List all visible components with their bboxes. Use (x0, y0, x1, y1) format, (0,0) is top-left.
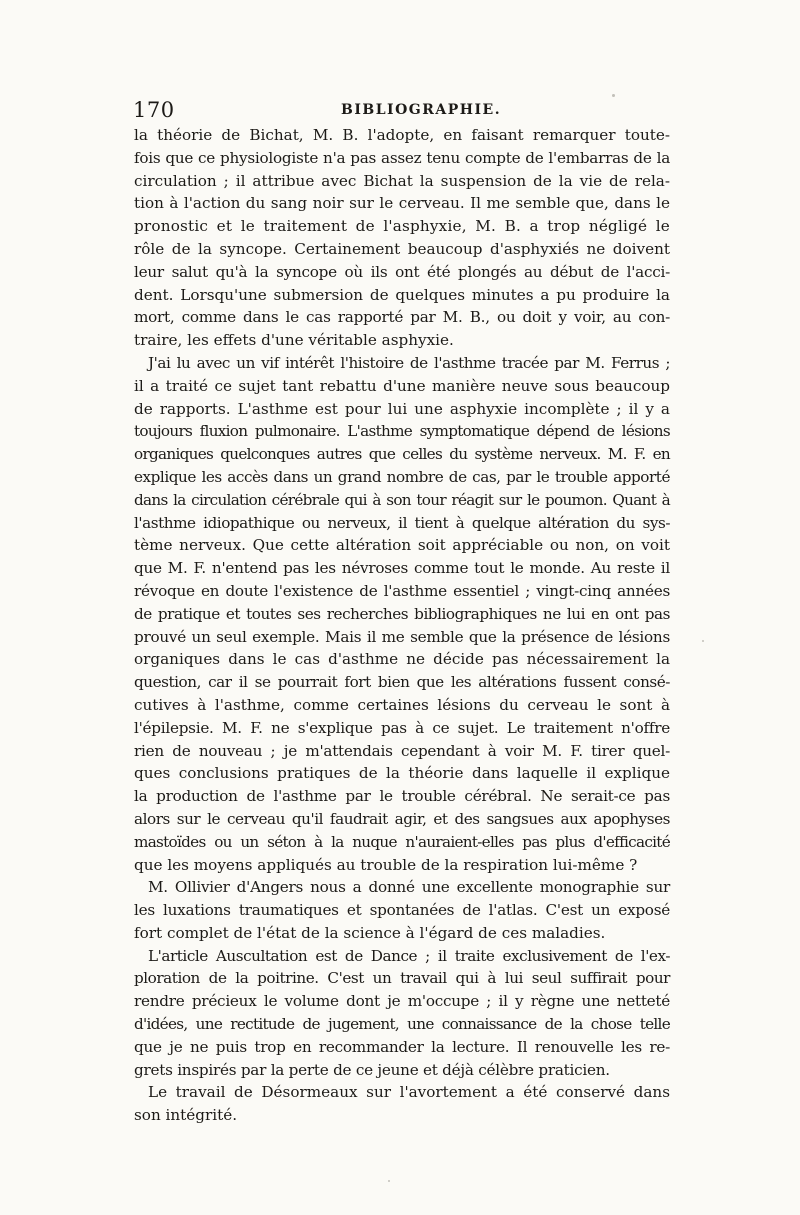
text-line: que M. F. n'entend pas les névroses comme tout le monde. Au reste il (134, 559, 670, 578)
text-line: explique les accès dans un grand nombre de cas, par le trouble apporté (134, 467, 670, 486)
paper-speck (612, 94, 615, 97)
text-line: les luxations traumatiques et spontanées de l'atlas. C'est un exposé (134, 901, 670, 920)
text-line: pronostic et le traitement de l'asphyxie, M. B. a trop négligé le (134, 217, 670, 236)
page-header (133, 98, 669, 122)
text-line: la production de l'asthme par le trouble cérébral. Ne serait-ce pas (134, 787, 670, 806)
text-line: que je ne puis trop en recommander la lecture. Il renouvelle les re- (134, 1037, 670, 1056)
text-line: fois que ce physiologiste n'a pas assez tenu compte de l'embarras de la (134, 148, 670, 167)
text-line: dent. Lorsqu'une submersion de quelques minutes a pu produire la (134, 285, 670, 304)
text-line: que les moyens appliqués au trouble de la respiration lui-même ? (134, 855, 638, 874)
paper-speck (388, 1180, 390, 1182)
text-line: mort, comme dans le cas rapporté par M. B., ou doit y voir, au con- (134, 308, 670, 327)
text-line: toujours fluxion pulmonaire. L'asthme symptomatique dépend de lésions (134, 422, 670, 441)
text-line: grets inspirés par la perte de ce jeune et déjà célèbre praticien. (134, 1060, 610, 1079)
text-line: tion à l'action du sang noir sur le cerveau. Il me semble que, dans le (134, 194, 670, 213)
text-line: organiques dans le cas d'asthme ne décide pas nécessairement la (134, 650, 670, 669)
text-line: il a traité ce sujet tant rebattu d'une manière neuve sous beaucoup (134, 376, 670, 395)
text-line: rôle de la syncope. Certainement beaucoup d'asphyxiés ne doivent (134, 239, 670, 258)
text-line: leur salut qu'à la syncope où ils ont été plongés au début de l'acci- (134, 262, 670, 281)
text-line: question, car il se pourrait fort bien que les altérations fussent consé- (134, 673, 670, 692)
text-line: alors sur le cerveau qu'il faudrait agir, et des sangsues aux apophyses (134, 809, 670, 828)
text-line: circulation ; il attribue avec Bichat la suspension de la vie de rela- (134, 171, 670, 190)
text-line: ploration de la poitrine. C'est un travail qui à lui seul suffirait pour (134, 969, 670, 988)
text-line: rien de nouveau ; je m'attendais cependant à voir M. F. tirer quel- (134, 741, 670, 760)
text-line: l'épilepsie. M. F. ne s'explique pas à ce sujet. Le traitement n'offre (134, 718, 670, 737)
paragraph-start: J'ai lu avec un vif intérêt l'histoire de l'asthme tracée par M. Ferrus ; (148, 353, 670, 372)
text-line: tème nerveux. Que cette altération soit appréciable ou non, on voit (134, 536, 670, 555)
text-line: traire, les effets d'une véritable asphyxie. (134, 331, 454, 350)
text-line: rendre précieux le volume dont je m'occupe ; il y règne une netteté (134, 992, 670, 1011)
text-line: cutives à l'asthme, comme certaines lésions du cerveau le sont à (134, 695, 670, 714)
body-text (134, 124, 670, 1127)
text-line: ques conclusions pratiques de la théorie dans laquelle il explique (134, 764, 670, 783)
running-title: BIBLIOGRAPHIE. (341, 102, 502, 118)
text-line: révoque en doute l'existence de l'asthme essentiel ; vingt-cinq années (134, 581, 670, 600)
text-line: son intégrité. (134, 1106, 238, 1125)
text-line: prouvé un seul exemple. Mais il me semble que la présence de lésions (134, 627, 670, 646)
text-line: organiques quelconques autres que celles du système nerveux. M. F. en (134, 445, 670, 464)
text-line: fort complet de l'état de la science à l'égard de ces maladies. (134, 923, 606, 942)
paper-speck (702, 640, 704, 642)
text-line: l'asthme idiopathique ou nerveux, il tient à quelque altération du sys- (134, 513, 670, 532)
paragraph-start: L'article Auscultation est de Dance ; il traite exclusivement de l'ex- (148, 946, 670, 965)
paragraph-start: Le travail de Désormeaux sur l'avortement a été conservé dans (148, 1083, 670, 1102)
text-line: de pratique et toutes ses recherches bibliographiques ne lui en ont pas (134, 604, 670, 623)
paragraph-start: M. Ollivier d'Angers nous a donné une excellente monographie sur (148, 878, 670, 897)
text-line: mastoïdes ou un séton à la nuque n'auraient-elles pas plus d'efficacité (134, 832, 670, 851)
text-line: la théorie de Bichat, M. B. l'adopte, en faisant remarquer toute- (134, 126, 670, 144)
page-number: 170 (133, 98, 175, 122)
text-line: d'idées, une rectitude de jugement, une connaissance de la chose telle (134, 1015, 670, 1034)
text-line: de rapports. L'asthme est pour lui une asphyxie incomplète ; il y a (134, 399, 670, 418)
text-line: dans la circulation cérébrale qui à son tour réagit sur le poumon. Quant à (134, 490, 670, 509)
